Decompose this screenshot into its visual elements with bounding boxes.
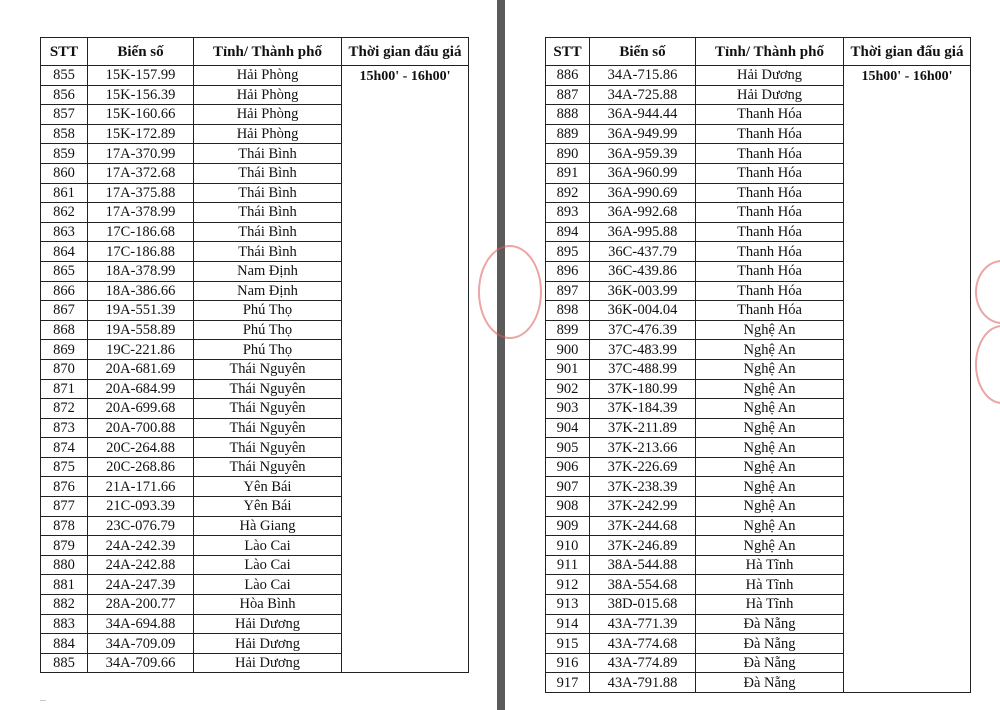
cell-stt: 905 — [546, 438, 590, 458]
table-header-row — [546, 38, 971, 66]
cell-stt: 914 — [546, 614, 590, 634]
cell-province: Hải Dương — [194, 653, 342, 673]
cell-province: Thanh Hóa — [696, 242, 844, 262]
cell-province: Thái Bình — [194, 183, 342, 203]
cell-stt: 908 — [546, 497, 590, 517]
cell-stt: 915 — [546, 634, 590, 654]
plate-auction-table-right — [545, 37, 971, 693]
cell-province: Hòa Bình — [194, 595, 342, 615]
cell-province: Thái Bình — [194, 242, 342, 262]
cell-province: Nghệ An — [696, 399, 844, 419]
cell-plate: 18A-386.66 — [88, 281, 194, 301]
cell-plate: 43A-791.88 — [590, 673, 696, 693]
cell-province: Nghệ An — [696, 497, 844, 517]
cell-stt: 859 — [41, 144, 88, 164]
cell-province: Thanh Hóa — [696, 105, 844, 125]
footer-note-left: — — [40, 698, 46, 704]
cell-stt: 880 — [41, 555, 88, 575]
cell-plate: 34A-694.88 — [88, 614, 194, 634]
cell-province: Hà Tĩnh — [696, 555, 844, 575]
cell-province: Hà Tĩnh — [696, 595, 844, 615]
cell-plate: 21C-093.39 — [88, 497, 194, 517]
cell-plate: 38D-015.68 — [590, 595, 696, 615]
cell-province: Phú Thọ — [194, 301, 342, 321]
header-province: Tỉnh/ Thành phố — [696, 38, 844, 66]
cell-stt: 887 — [546, 85, 590, 105]
cell-stt: 883 — [41, 614, 88, 634]
cell-province: Thái Bình — [194, 144, 342, 164]
cell-plate: 36A-990.69 — [590, 183, 696, 203]
cell-stt: 860 — [41, 163, 88, 183]
cell-stt: 907 — [546, 477, 590, 497]
cell-time-slot: 15h00' - 16h00' — [342, 66, 469, 673]
cell-stt: 890 — [546, 144, 590, 164]
cell-stt: 904 — [546, 418, 590, 438]
cell-plate: 38A-554.68 — [590, 575, 696, 595]
cell-province: Thanh Hóa — [696, 281, 844, 301]
header-stt: STT — [546, 38, 590, 66]
cell-plate: 38A-544.88 — [590, 555, 696, 575]
cell-province: Hải Phòng — [194, 105, 342, 125]
cell-province: Thanh Hóa — [696, 261, 844, 281]
cell-province: Nghệ An — [696, 359, 844, 379]
cell-stt: 862 — [41, 203, 88, 223]
cell-province: Nghệ An — [696, 457, 844, 477]
cell-stt: 878 — [41, 516, 88, 536]
cell-plate: 43A-774.89 — [590, 653, 696, 673]
cell-plate: 36A-995.88 — [590, 222, 696, 242]
cell-plate: 20A-681.69 — [88, 359, 194, 379]
table-body-left — [41, 66, 469, 673]
header-time: Thời gian đấu giá — [844, 38, 971, 66]
cell-province: Yên Bái — [194, 477, 342, 497]
cell-stt: 876 — [41, 477, 88, 497]
cell-plate: 19A-551.39 — [88, 301, 194, 321]
cell-stt: 901 — [546, 359, 590, 379]
cell-stt: 885 — [41, 653, 88, 673]
document-page-left — [0, 0, 497, 710]
cell-stt: 882 — [41, 595, 88, 615]
header-plate: Biển số — [590, 38, 696, 66]
table-header-row — [41, 38, 469, 66]
table-body-right — [546, 66, 971, 693]
cell-stt: 856 — [41, 85, 88, 105]
cell-plate: 34A-709.09 — [88, 634, 194, 654]
red-seal-stamp — [478, 245, 542, 339]
cell-plate: 17C-186.68 — [88, 222, 194, 242]
cell-plate: 24A-242.88 — [88, 555, 194, 575]
cell-province: Hải Phòng — [194, 124, 342, 144]
cell-plate: 37K-180.99 — [590, 379, 696, 399]
cell-plate: 43A-774.68 — [590, 634, 696, 654]
cell-stt: 858 — [41, 124, 88, 144]
cell-plate: 24A-242.39 — [88, 536, 194, 556]
cell-stt: 902 — [546, 379, 590, 399]
cell-stt: 900 — [546, 340, 590, 360]
cell-plate: 20A-700.88 — [88, 418, 194, 438]
cell-plate: 17C-186.88 — [88, 242, 194, 262]
cell-province: Đà Nẵng — [696, 653, 844, 673]
cell-stt: 888 — [546, 105, 590, 125]
cell-province: Nghệ An — [696, 477, 844, 497]
cell-plate: 37C-488.99 — [590, 359, 696, 379]
cell-plate: 37K-246.89 — [590, 536, 696, 556]
cell-plate: 37K-211.89 — [590, 418, 696, 438]
cell-stt: 896 — [546, 261, 590, 281]
cell-plate: 15K-172.89 — [88, 124, 194, 144]
cell-plate: 17A-372.68 — [88, 163, 194, 183]
cell-plate: 18A-378.99 — [88, 261, 194, 281]
cell-province: Phú Thọ — [194, 320, 342, 340]
cell-stt: 879 — [41, 536, 88, 556]
cell-province: Hải Dương — [696, 85, 844, 105]
cell-province: Lào Cai — [194, 575, 342, 595]
cell-stt: 861 — [41, 183, 88, 203]
cell-province: Hải Dương — [194, 614, 342, 634]
cell-plate: 28A-200.77 — [88, 595, 194, 615]
cell-plate: 37K-244.68 — [590, 516, 696, 536]
cell-plate: 43A-771.39 — [590, 614, 696, 634]
plate-auction-table-left — [40, 37, 469, 673]
cell-stt: 903 — [546, 399, 590, 419]
cell-province: Thái Bình — [194, 203, 342, 223]
cell-province: Thái Nguyên — [194, 438, 342, 458]
cell-plate: 37K-213.66 — [590, 438, 696, 458]
cell-province: Nghệ An — [696, 418, 844, 438]
cell-province: Nghệ An — [696, 379, 844, 399]
cell-province: Nghệ An — [696, 438, 844, 458]
cell-province: Thanh Hóa — [696, 222, 844, 242]
cell-stt: 897 — [546, 281, 590, 301]
cell-plate: 17A-375.88 — [88, 183, 194, 203]
cell-stt: 863 — [41, 222, 88, 242]
cell-plate: 17A-378.99 — [88, 203, 194, 223]
cell-plate: 19C-221.86 — [88, 340, 194, 360]
cell-province: Đà Nẵng — [696, 673, 844, 693]
cell-province: Hải Phòng — [194, 66, 342, 86]
cell-province: Hà Tĩnh — [696, 575, 844, 595]
cell-stt: 873 — [41, 418, 88, 438]
cell-province: Hải Dương — [194, 634, 342, 654]
cell-plate: 19A-558.89 — [88, 320, 194, 340]
cell-plate: 36A-992.68 — [590, 203, 696, 223]
cell-stt: 892 — [546, 183, 590, 203]
cell-stt: 912 — [546, 575, 590, 595]
cell-plate: 36K-004.04 — [590, 301, 696, 321]
cell-province: Nam Định — [194, 261, 342, 281]
cell-province: Hải Dương — [696, 66, 844, 86]
cell-plate: 20A-684.99 — [88, 379, 194, 399]
cell-stt: 874 — [41, 438, 88, 458]
cell-province: Lào Cai — [194, 536, 342, 556]
cell-plate: 36A-960.99 — [590, 163, 696, 183]
cell-plate: 36C-439.86 — [590, 261, 696, 281]
cell-stt: 877 — [41, 497, 88, 517]
cell-stt: 866 — [41, 281, 88, 301]
cell-province: Phú Thọ — [194, 340, 342, 360]
cell-stt: 910 — [546, 536, 590, 556]
cell-province: Nghệ An — [696, 340, 844, 360]
cell-time-slot: 15h00' - 16h00' — [844, 66, 971, 693]
cell-stt: 867 — [41, 301, 88, 321]
cell-stt: 898 — [546, 301, 590, 321]
cell-province: Yên Bái — [194, 497, 342, 517]
cell-stt: 857 — [41, 105, 88, 125]
cell-province: Thanh Hóa — [696, 203, 844, 223]
cell-plate: 34A-709.66 — [88, 653, 194, 673]
cell-province: Đà Nẵng — [696, 614, 844, 634]
cell-province: Thanh Hóa — [696, 301, 844, 321]
cell-province: Thái Nguyên — [194, 359, 342, 379]
cell-stt: 889 — [546, 124, 590, 144]
cell-stt: 884 — [41, 634, 88, 654]
cell-stt: 870 — [41, 359, 88, 379]
header-stt: STT — [41, 38, 88, 66]
header-province: Tỉnh/ Thành phố — [194, 38, 342, 66]
cell-stt: 906 — [546, 457, 590, 477]
cell-province: Thái Nguyên — [194, 418, 342, 438]
cell-province: Nam Định — [194, 281, 342, 301]
cell-plate: 23C-076.79 — [88, 516, 194, 536]
cell-plate: 21A-171.66 — [88, 477, 194, 497]
cell-plate: 20C-268.86 — [88, 457, 194, 477]
cell-stt: 909 — [546, 516, 590, 536]
cell-plate: 24A-247.39 — [88, 575, 194, 595]
cell-stt: 881 — [41, 575, 88, 595]
cell-stt: 865 — [41, 261, 88, 281]
cell-plate: 37K-226.69 — [590, 457, 696, 477]
cell-stt: 864 — [41, 242, 88, 262]
cell-province: Thái Bình — [194, 222, 342, 242]
cell-province: Thái Nguyên — [194, 399, 342, 419]
cell-plate: 34A-715.86 — [590, 66, 696, 86]
table-row — [41, 66, 469, 86]
cell-stt: 916 — [546, 653, 590, 673]
cell-stt: 886 — [546, 66, 590, 86]
cell-plate: 37K-238.39 — [590, 477, 696, 497]
cell-province: Thái Bình — [194, 163, 342, 183]
cell-plate: 34A-725.88 — [590, 85, 696, 105]
cell-stt: 895 — [546, 242, 590, 262]
document-page-right — [505, 0, 1000, 710]
cell-plate: 37K-184.39 — [590, 399, 696, 419]
cell-stt: 899 — [546, 320, 590, 340]
cell-stt: 913 — [546, 595, 590, 615]
cell-plate: 36A-959.39 — [590, 144, 696, 164]
cell-plate: 15K-160.66 — [88, 105, 194, 125]
cell-plate: 36A-944.44 — [590, 105, 696, 125]
cell-plate: 20A-699.68 — [88, 399, 194, 419]
cell-stt: 893 — [546, 203, 590, 223]
cell-province: Lào Cai — [194, 555, 342, 575]
cell-plate: 15K-156.39 — [88, 85, 194, 105]
cell-province: Nghệ An — [696, 320, 844, 340]
cell-plate: 15K-157.99 — [88, 66, 194, 86]
cell-stt: 917 — [546, 673, 590, 693]
cell-stt: 894 — [546, 222, 590, 242]
cell-province: Đà Nẵng — [696, 634, 844, 654]
cell-stt: 911 — [546, 555, 590, 575]
cell-province: Nghệ An — [696, 536, 844, 556]
cell-stt: 868 — [41, 320, 88, 340]
cell-province: Thái Nguyên — [194, 457, 342, 477]
cell-plate: 36K-003.99 — [590, 281, 696, 301]
cell-plate: 37K-242.99 — [590, 497, 696, 517]
cell-stt: 891 — [546, 163, 590, 183]
cell-plate: 36A-949.99 — [590, 124, 696, 144]
cell-province: Hải Phòng — [194, 85, 342, 105]
table-row — [546, 66, 971, 86]
cell-province: Thái Nguyên — [194, 379, 342, 399]
cell-stt: 875 — [41, 457, 88, 477]
cell-province: Thanh Hóa — [696, 124, 844, 144]
cell-province: Hà Giang — [194, 516, 342, 536]
cell-plate: 37C-483.99 — [590, 340, 696, 360]
cell-plate: 17A-370.99 — [88, 144, 194, 164]
cell-province: Thanh Hóa — [696, 144, 844, 164]
cell-plate: 36C-437.79 — [590, 242, 696, 262]
header-plate: Biển số — [88, 38, 194, 66]
cell-plate: 20C-264.88 — [88, 438, 194, 458]
cell-stt: 871 — [41, 379, 88, 399]
cell-stt: 855 — [41, 66, 88, 86]
cell-plate: 37C-476.39 — [590, 320, 696, 340]
cell-stt: 872 — [41, 399, 88, 419]
header-time: Thời gian đấu giá — [342, 38, 469, 66]
cell-province: Thanh Hóa — [696, 183, 844, 203]
cell-stt: 869 — [41, 340, 88, 360]
cell-province: Thanh Hóa — [696, 163, 844, 183]
cell-province: Nghệ An — [696, 516, 844, 536]
